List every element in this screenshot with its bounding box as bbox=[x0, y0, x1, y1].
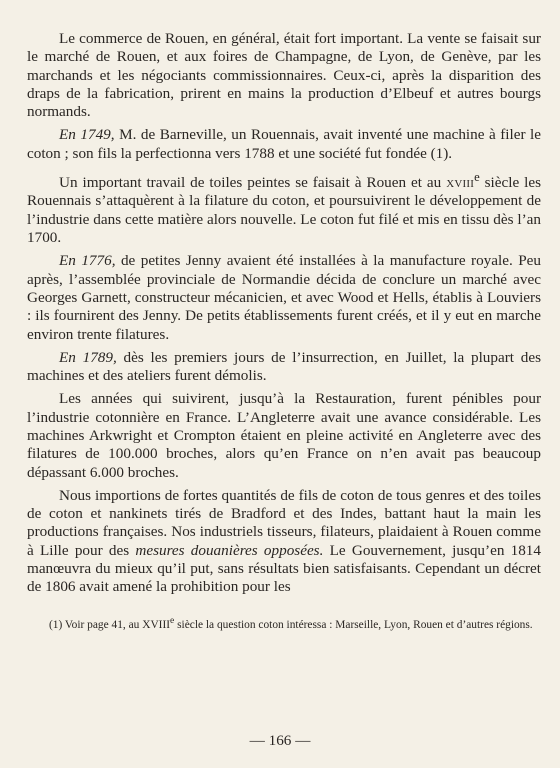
main-text bbox=[27, 30, 541, 597]
superscript: e bbox=[170, 615, 175, 626]
text-run: Nous importions de fortes quantités de fils de coton de tous genres et des toiles de coton et nankinets tirés de Bradford et des Indes, battant haut la main les productions françaises. Nos industriels tisseurs, filateurs, plaidaient à Rouen comme à Lille pour des bbox=[27, 486, 541, 559]
text-run: Les années qui suivirent, jusqu’à la Restauration, furent pénibles pour l’industrie cotonnière en France. L’Angleterre avait une avance considérable. Les machines Arkwright et Crompton étaient en pleine activité en Angleterre avec des filatures de 100.000 broches, alors qu’en France on n’en avait pas beaucoup dépassant 6.000 broches. bbox=[27, 390, 541, 481]
paragraph bbox=[27, 390, 541, 481]
paragraph bbox=[27, 487, 541, 597]
century-numeral: xviii bbox=[446, 174, 475, 192]
paragraph bbox=[27, 30, 541, 121]
text-run: dès les premiers jours de l’insurrection, en Juillet, la plupart des machines et des ateliers furent démolis. bbox=[27, 348, 542, 385]
text-run: Un important travail de toiles peintes se faisait à Rouen et au bbox=[59, 174, 447, 192]
text-run: Le Gouvernement, jusqu’en 1814 manœuvra du mieux qu’il put, sans résultats bien satisfaisants. Cependant un décret de 1806 avait amené la prohibition pour les bbox=[27, 541, 541, 596]
date-emphasis: En 1749, bbox=[59, 126, 115, 144]
date-emphasis: En 1789, bbox=[59, 348, 117, 366]
page-number: — 166 — bbox=[249, 732, 311, 749]
date-emphasis: En 1776, bbox=[59, 252, 116, 270]
paragraph bbox=[27, 349, 541, 386]
text-run: M. de Barneville, un Rouennais, avait inventé une machine à filer le coton ; son fils la perfectionna vers 1788 et une société fut fondée (1). bbox=[27, 126, 541, 162]
text-run: siècle la question coton intéressa : Marseille, Lyon, Rouen et d’autres régions. bbox=[174, 618, 533, 631]
paragraph bbox=[27, 168, 541, 247]
superscript: e bbox=[474, 170, 480, 185]
phrase-emphasis: mesures douanières opposées. bbox=[135, 541, 324, 559]
paragraph bbox=[27, 126, 541, 163]
text-run: Le commerce de Rouen, en général, était fort important. La vente se faisait sur le marché de Rouen, et aux foires de Champagne, de Lyon, de Genève, par les marchands et les négociants commissionnaires. Ceux-ci, après la disparition des draps de la fabrication, prirent en mains la production d’Elbeuf et autres bourgs normands. bbox=[27, 30, 541, 121]
text-run: siècle les Rouennais s’attaquèrent à la filature du coton, et poursuivirent le développement de l’industrie dans cette matière alors nouvelle. Le coton fut filé et mis en tissu dès l’an 1700. bbox=[27, 174, 541, 247]
text-run: (1) Voir page 41, au XVIII bbox=[49, 618, 171, 631]
footnote bbox=[27, 612, 541, 634]
paragraph bbox=[27, 252, 541, 343]
text-run: de petites Jenny avaient été installées à la manufacture royale. Peu après, l’assemblée provinciale de Normandie décida de conclure un marché avec Georges Garnett, constructeur mécanicien, et avec Wood et Hells, établis à Louviers : ils fournirent des Jenny. De petits établissements furent créés, et il y eut en marche environ trente filatures. bbox=[27, 252, 541, 343]
